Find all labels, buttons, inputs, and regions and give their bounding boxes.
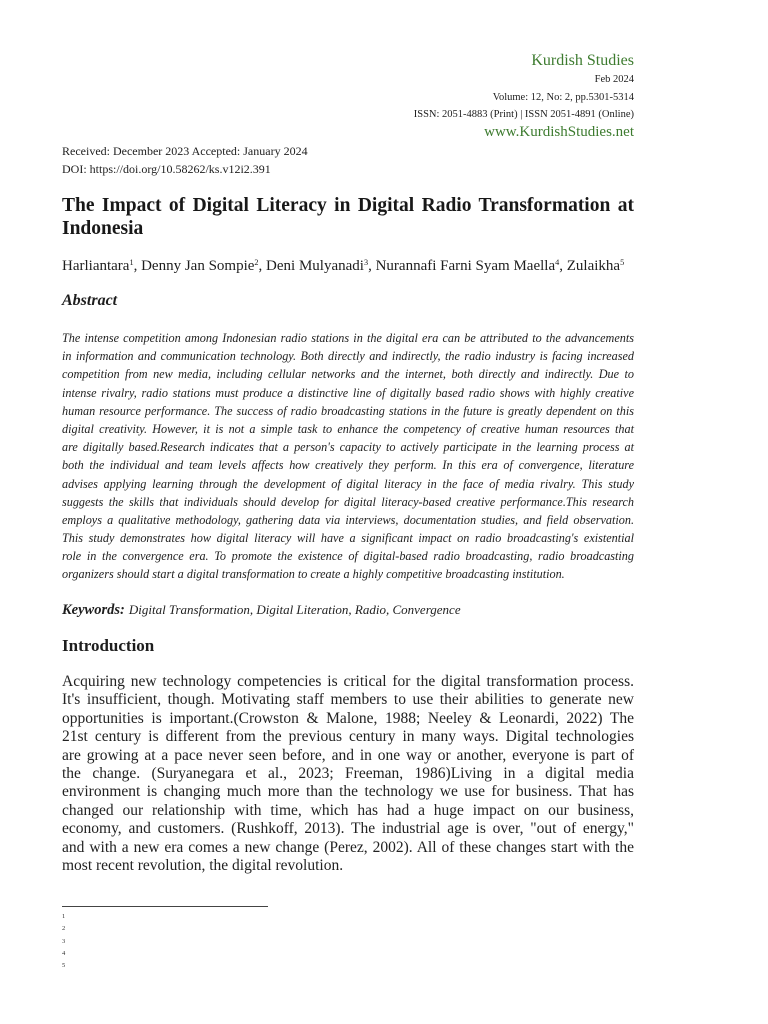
affiliation-mark: 5: [620, 258, 625, 267]
introduction-line: changed our relationship with time, which has had a huge impact on our business,: [62, 801, 634, 819]
keywords-label: Keywords:: [62, 602, 125, 618]
author-separator: ,: [133, 258, 142, 274]
affiliation-mark: 3: [363, 258, 369, 267]
abstract-line: competition from new media, including cellular networks and the internet, both directly and indirectly. Due to: [62, 367, 634, 382]
journal-name: Kurdish Studies: [531, 52, 634, 69]
abstract-line: in information and communication technology. Both directly and indirectly, the radio industry is facing increased: [62, 349, 634, 364]
footnote-rule: [62, 906, 268, 907]
author-name: Nurannafi Farni Syam Maella: [375, 258, 556, 274]
author-name: Harliantara: [62, 258, 130, 274]
introduction-line: most recent revolution, the digital revolution.: [62, 856, 344, 874]
abstract-line: employs a qualitative methodology, gathering data via interviews, documentation studies, and field observation.: [62, 512, 634, 527]
author-separator: ,: [258, 258, 267, 274]
issn-info: ISSN: 2051-4883 (Print) | ISSN 2051-4891 (Online): [413, 109, 634, 120]
footnote-number: 5: [62, 962, 66, 970]
footnote-number: 1: [62, 913, 66, 920]
introduction-line: and with a new era comes a new change (Perez, 2002). All of these changes start with the: [62, 838, 634, 856]
affiliation-mark: 1: [129, 258, 134, 267]
volume-info: Volume: 12, No: 2, pp.5301-5314: [492, 92, 634, 103]
author-name: Denny Jan Sompie: [141, 258, 255, 274]
abstract-line: role in the convergence era. To promote the existence of digital-based radio broadcasting, radio broadcasting: [62, 549, 634, 564]
abstract-line: human resource performance. The success of radio broadcasting stations in the future is greatly dependent on this: [62, 403, 634, 418]
article-title: The Impact of Digital Literacy in Digital Radio Transformation at Indonesia: [62, 195, 634, 239]
author-name: Deni Mulyanadi: [266, 258, 364, 274]
keywords-text: Digital Transformation, Digital Literation, Radio, Convergence: [128, 602, 461, 617]
journal-website-link[interactable]: www.KurdishStudies.net: [484, 124, 634, 140]
footnote-number: 3: [62, 937, 66, 945]
author-name: Zulaikha: [566, 258, 621, 274]
author-separator: ,: [559, 258, 567, 274]
introduction-line: Acquiring new technology competencies is critical for the digital transformation process.: [62, 673, 634, 690]
abstract-line: advises applying learning through the development of digital literacy in the face of media rivalry. This study: [62, 476, 634, 491]
introduction-heading: Introduction: [62, 636, 155, 655]
introduction-line: the change. (Suryanegara et al., 2023; Freeman, 1986)Living in a digital media: [62, 764, 634, 782]
author-list: [62, 257, 624, 275]
introduction-line: opportunities is important.(Crowston & Malone, 1988; Neeley & Leonardi, 2022) The: [62, 709, 634, 727]
introduction-line: are growing at a pace never seen before, and in one way or another, everyone is part of: [62, 746, 634, 764]
abstract-body: [62, 329, 634, 584]
abstract-line: This study demonstrates how digital literacy will have a significant impact on radio broadcasting's existential: [62, 531, 634, 546]
introduction-line: 21st century is different from the previous century in many ways. Digital technologies: [62, 728, 634, 746]
received-accepted-dates: Received: December 2023 Accepted: January 2024: [62, 144, 308, 158]
abstract-line: are digitally based.Research indicates that a person's capacity to actively participate in the learning process at: [62, 440, 634, 455]
footnote-number: 4: [62, 949, 66, 957]
introduction-line: It's insufficient, though. Motivating staff members to use their abilities to generate new: [62, 691, 634, 709]
doi: DOI: https://doi.org/10.58262/ks.v12i2.391: [62, 162, 271, 176]
introduction-body: [62, 673, 634, 875]
abstract-line: intense rivalry, radio stations must produce a distinctive line of digitally based radio shows with highly creative: [62, 385, 634, 400]
issue-date: Feb 2024: [594, 74, 634, 85]
affiliation-mark: 4: [555, 258, 560, 267]
abstract-heading: Abstract: [62, 292, 118, 309]
abstract-line: organizers should start a digital transformation to create a highly competitive broadcasting institution.: [62, 567, 565, 582]
introduction-line: economy, and customers. (Rushkoff, 2013). The industrial age is over, "out of energy,": [62, 820, 634, 838]
abstract-line: suggests the skills that individuals should develop for digital literacy-based creative performance.This research: [62, 494, 634, 509]
affiliation-mark: 2: [254, 258, 259, 267]
abstract-line: both the individual and team levels affects how creatively they perform. In this era of convergence, literature: [62, 458, 634, 473]
keywords: [62, 601, 461, 619]
abstract-line: The intense competition among Indonesian radio stations in the digital era can be attributed to the advancements: [62, 331, 634, 345]
footnotes: [62, 911, 65, 972]
introduction-line: environment is changing much more than the technology we use for business. That has: [62, 783, 634, 801]
abstract-line: digital creativity. However, it is not a simple task to enhance the competency of creative human resources that: [62, 421, 634, 436]
author-separator: ,: [368, 258, 376, 274]
footnote-number: 2: [62, 925, 66, 933]
